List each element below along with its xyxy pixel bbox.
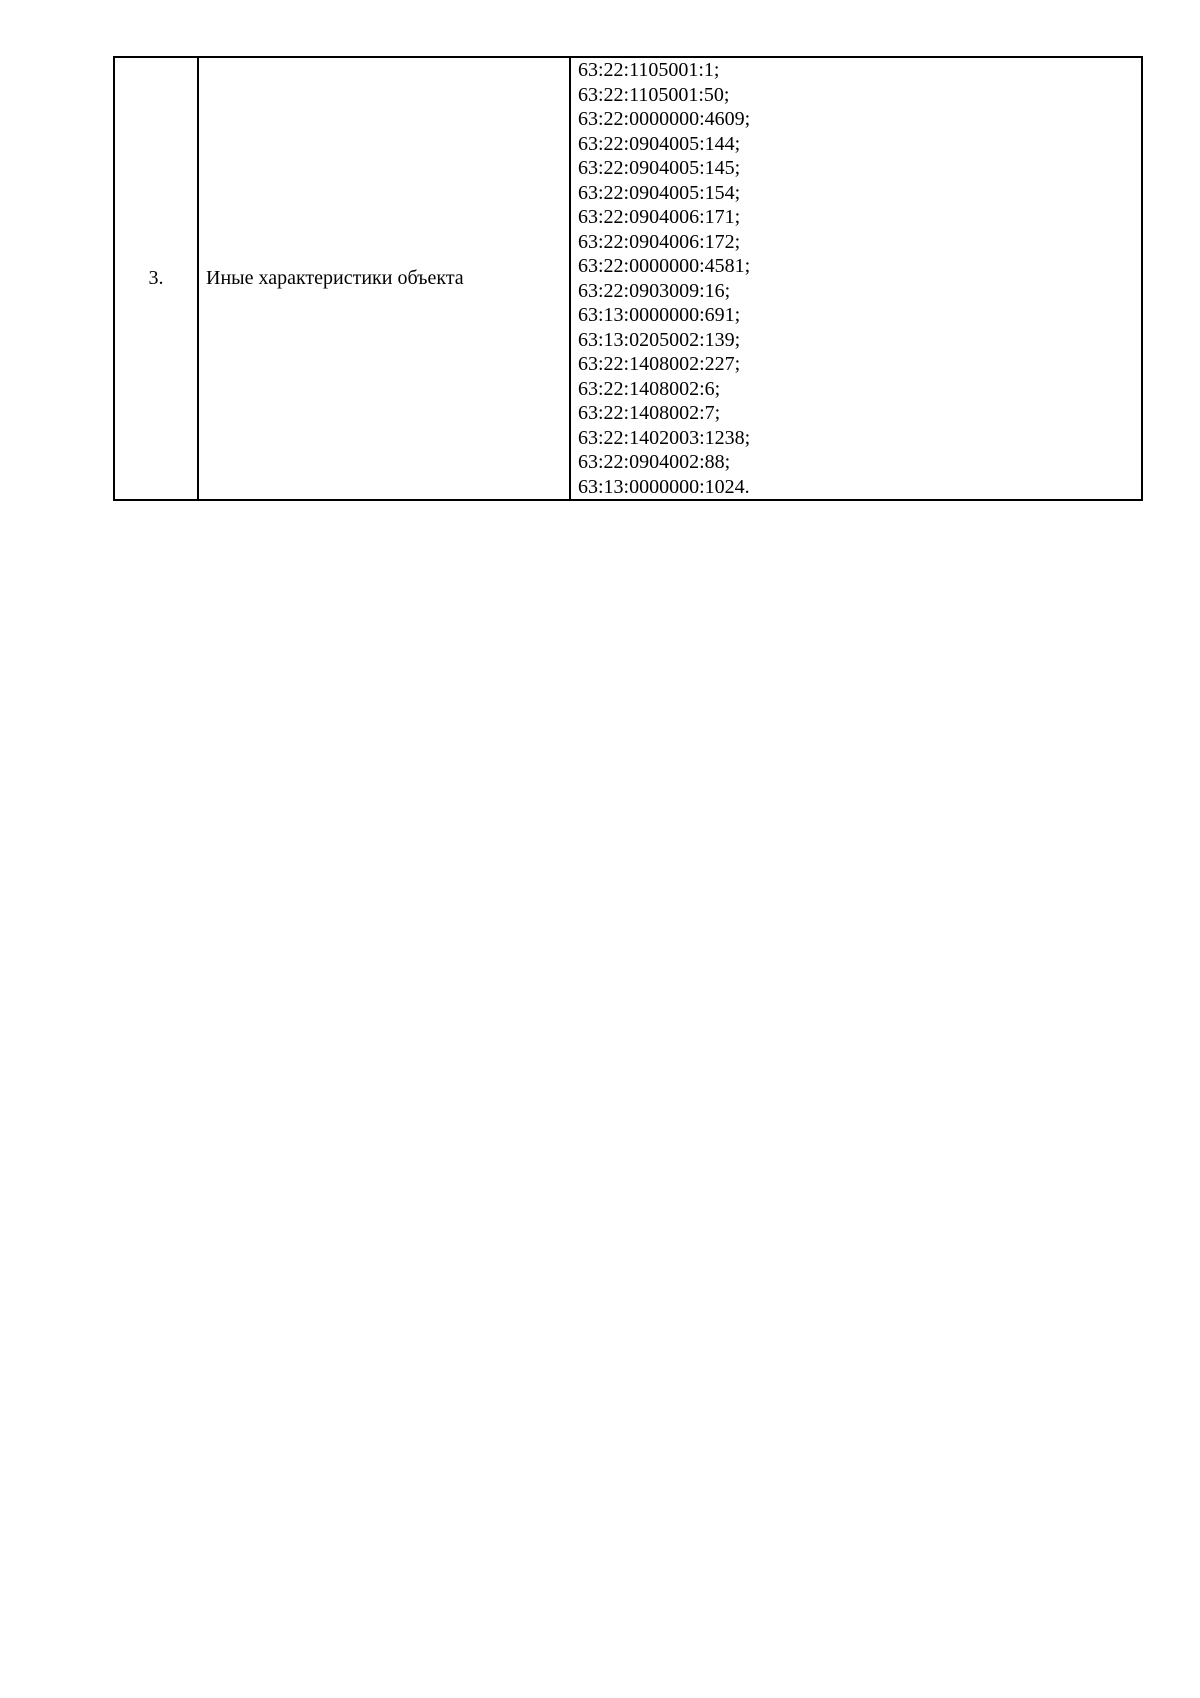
cadastral-number: 63:22:0903009:16; (578, 279, 731, 302)
cadastral-number: 63:22:0904005:144; (578, 132, 741, 155)
cadastral-number: 63:22:1105001:1; (578, 59, 720, 81)
cadastral-number: 63:22:0904005:154; (578, 181, 741, 204)
cadastral-number: 63:22:0000000:4581; (578, 255, 751, 277)
cadastral-number: 63:22:1408002:7; (578, 402, 721, 424)
cadastral-number: 63:22:1402003:1238; (578, 426, 751, 449)
cadastral-number: 63:22:1408002:227; (578, 353, 741, 375)
row-name-cell: Иные характеристики объекта (198, 57, 570, 500)
characteristics-table (113, 56, 1143, 501)
cadastral-number: 63:22:0904005:145; (578, 157, 741, 179)
cadastral-number: 63:22:0000000:4609; (578, 108, 751, 130)
cadastral-number: 63:22:0904006:172; (578, 230, 741, 253)
cadastral-number: 63:22:1408002:6; (578, 377, 721, 400)
cadastral-numbers-cell (570, 57, 1142, 500)
cadastral-number: 63:13:0000000:691; (578, 304, 741, 326)
table-row (114, 57, 1142, 500)
row-number-cell: 3. (114, 57, 198, 500)
cadastral-number: 63:22:0904002:88; (578, 451, 731, 473)
cadastral-number: 63:13:0000000:1024. (578, 475, 750, 498)
cadastral-number: 63:22:1105001:50; (578, 83, 730, 106)
cadastral-number: 63:22:0904006:171; (578, 206, 741, 228)
cadastral-number: 63:13:0205002:139; (578, 328, 741, 351)
